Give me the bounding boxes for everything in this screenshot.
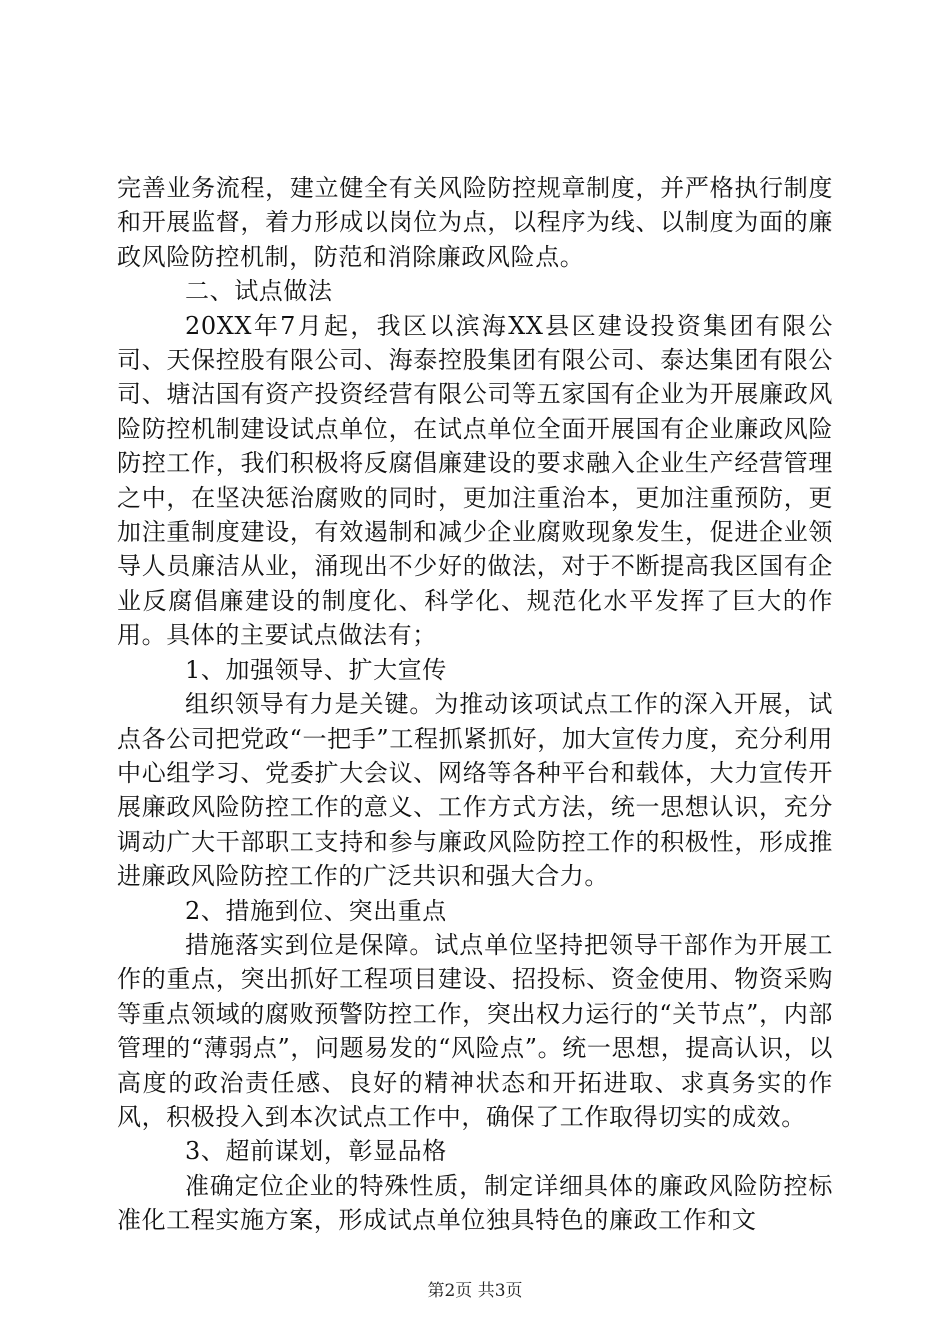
paragraph-pilot-overview: 20XX年7月起，我区以滨海XX县区建设投资集团有限公司、天保控股有限公司、海泰控股集团有限公司、泰达集团有限公司、塘沽国有资产投资经营有限公司等五家国有企业为开展廉政风险防控机制建设试点单位，在试点单位全面开展国有企业廉政风险防控工作，我们积极将反腐倡廉建设的要求融入企业生产经营管理之中，在坚决惩治腐败的同时，更加注重治本，更加注重预防，更加注重制度建设，有效遏制和减少企业腐败现象发生，促进企业领导人员廉洁从业，涌现出不少好的做法，对于不断提高我区国有企业反腐倡廉建设的制度化、科学化、规范化水平发挥了巨大的作用。具体的主要试点做法有； bbox=[117, 311, 833, 650]
paragraph-continuation: 完善业务流程，建立健全有关风险防控规章制度，并严格执行制度和开展监督，着力形成以岗位为点，以程序为线、以制度为面的廉政风险防控机制，防范和消除廉政风险点。 bbox=[117, 174, 833, 271]
subheading-measures-focus: 2、措施到位、突出重点 bbox=[185, 896, 447, 925]
paragraph-measures-focus: 措施落实到位是保障。试点单位坚持把领导干部作为开展工作的重点，突出抓好工程项目建设、招投标、资金使用、物资采购等重点领域的腐败预警防控工作，突出权力运行的“关节点”，内部管理的“薄弱点”，问题易发的“风险点”。统一思想，提高认识，以高度的政治责任感、良好的精神状态和开拓进取、求真务实的作风，积极投入到本次试点工作中，确保了工作取得切实的成效。 bbox=[117, 930, 833, 1131]
subheading-leadership-publicity: 1、加强领导、扩大宣传 bbox=[185, 655, 447, 684]
paragraph-advance-planning: 准确定位企业的特殊性质，制定详细具体的廉政风险防控标准化工程实施方案，形成试点单位独具特色的廉政工作和文 bbox=[117, 1171, 833, 1235]
subheading-advance-planning: 3、超前谋划，彰显品格 bbox=[185, 1137, 447, 1166]
section-heading-pilot-practices: 二、试点做法 bbox=[185, 277, 333, 306]
page-footer: 第2页 共3页 bbox=[427, 1281, 523, 1301]
document-body bbox=[117, 171, 833, 1238]
paragraph-leadership-publicity: 组织领导有力是关键。为推动该项试点工作的深入开展，试点各公司把党政“一把手”工程抓紧抓好，加大宣传力度，充分利用中心组学习、党委扩大会议、网络等各种平台和载体，大力宣传开展廉政风险防控工作的意义、工作方式方法，统一思想认识，充分调动广大干部职工支持和参与廉政风险防控工作的积极性，形成推进廉政风险防控工作的广泛共识和强大合力。 bbox=[117, 690, 833, 891]
